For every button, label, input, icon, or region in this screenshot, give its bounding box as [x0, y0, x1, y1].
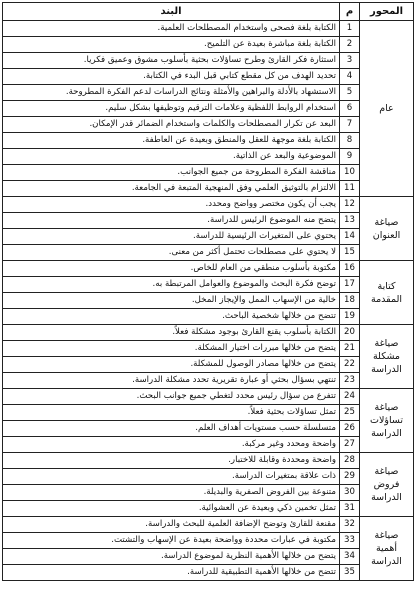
- axis-label: صياغة العنوان: [360, 197, 414, 261]
- item-number: 11: [340, 181, 360, 197]
- item-number: 23: [340, 373, 360, 389]
- axis-label: صياغة مشكلة الدراسة: [360, 325, 414, 389]
- item-number: 32: [340, 517, 360, 533]
- item-text: لا يحتوي على مصطلحات تحتمل أكثر من معنى.: [3, 245, 340, 261]
- item-text: متسلسلة حسب مستويات أهداف العلم.: [3, 421, 340, 437]
- table-row: [3, 149, 414, 165]
- item-number: 29: [340, 469, 360, 485]
- item-text: متنوعة بين الفروض الصفرية والبديلة.: [3, 485, 340, 501]
- axis-label: كتابة المقدمة: [360, 261, 414, 325]
- table-row: [3, 549, 414, 565]
- item-text: مقنعة للقارئ وتوضح الإضافة العلمية للبحث والدراسة.: [3, 517, 340, 533]
- item-text: مكتوبة في عبارات محددة وواضحة بعيدة عن الإسهاب والتشتت.: [3, 533, 340, 549]
- item-number: 3: [340, 53, 360, 69]
- item-number: 34: [340, 549, 360, 565]
- table-row: [3, 117, 414, 133]
- item-number: 9: [340, 149, 360, 165]
- table-row: [3, 485, 414, 501]
- table-row: [3, 165, 414, 181]
- table-row: [3, 213, 414, 229]
- axis-label: صياغة تساؤلات الدراسة: [360, 389, 414, 453]
- table-row: [3, 565, 414, 581]
- item-text: الكتابة بلغة مباشرة بعيدة عن التلميح.: [3, 37, 340, 53]
- table-row: [3, 101, 414, 117]
- item-text: يتضح من خلالها الأهمية النظرية لموضوع الدراسة.: [3, 549, 340, 565]
- item-number: 16: [340, 261, 360, 277]
- table-row: [3, 69, 414, 85]
- item-text: يتضح من خلالها مصادر الوصول للمشكلة.: [3, 357, 340, 373]
- item-text: تتضح من خلالها شخصية الباحث.: [3, 309, 340, 325]
- table-row: [3, 229, 414, 245]
- table-row: [3, 405, 414, 421]
- table-body: [3, 21, 414, 581]
- item-text: الالتزام بالتوثيق العلمي وفق المنهجية المتبعة في الجامعة.: [3, 181, 340, 197]
- item-text: البعد عن تكرار المصطلحات والكلمات واستخدام الضمائر قدر الإمكان.: [3, 117, 340, 133]
- item-number: 27: [340, 437, 360, 453]
- item-text: تنتهي بسؤال بحثي أو عبارة تقريرية تحدد مشكلة الدراسة.: [3, 373, 340, 389]
- item-text: تمثل تساؤلات بحثية فعلاً.: [3, 405, 340, 421]
- table-row: [3, 245, 414, 261]
- item-text: يحتوي على المتغيرات الرئيسية للدراسة.: [3, 229, 340, 245]
- item-number: 25: [340, 405, 360, 421]
- table-row: [3, 517, 414, 533]
- item-text: مكتوبة بأسلوب منطقي من العام للخاص.: [3, 261, 340, 277]
- item-number: 31: [340, 501, 360, 517]
- item-number: 33: [340, 533, 360, 549]
- table-row: [3, 21, 414, 37]
- header-row: [3, 3, 414, 21]
- item-number: 2: [340, 37, 360, 53]
- item-number: 13: [340, 213, 360, 229]
- table-row: [3, 53, 414, 69]
- item-text: خالية من الإسهاب الممل والإيجاز المخل.: [3, 293, 340, 309]
- table-row: [3, 533, 414, 549]
- item-number: 21: [340, 341, 360, 357]
- item-text: استثارة فكر القارئ وطرح تساؤلات بحثية بأسلوب مشوق وعميق فكريا.: [3, 53, 340, 69]
- item-number: 5: [340, 85, 360, 101]
- table-row: [3, 389, 414, 405]
- item-text: تتفرع من سؤال رئيس محدد لتغطي جميع جوانب البحث.: [3, 389, 340, 405]
- item-number: 8: [340, 133, 360, 149]
- item-number: 15: [340, 245, 360, 261]
- table-row: [3, 373, 414, 389]
- item-text: استخدام الروابط اللفظية وعلامات الترقيم وتوظيفها بشكل سليم.: [3, 101, 340, 117]
- table-row: [3, 421, 414, 437]
- header-number: م: [340, 3, 360, 21]
- table-row: [3, 181, 414, 197]
- item-number: 35: [340, 565, 360, 581]
- header-axis: المحور: [360, 3, 414, 21]
- table-row: [3, 325, 414, 341]
- table-row: [3, 293, 414, 309]
- criteria-table: [2, 2, 414, 581]
- table-row: [3, 197, 414, 213]
- item-number: 22: [340, 357, 360, 373]
- table-row: [3, 261, 414, 277]
- item-text: واضحة ومحدد وغير مركبة.: [3, 437, 340, 453]
- table-row: [3, 341, 414, 357]
- table-row: [3, 501, 414, 517]
- axis-label: صياغة أهمية الدراسة: [360, 517, 414, 581]
- item-text: الاستشهاد بالأدلة والبراهين والأمثلة ونتائج الدراسات لدعم الفكرة المطروحة.: [3, 85, 340, 101]
- table-row: [3, 277, 414, 293]
- table-row: [3, 85, 414, 101]
- item-text: توضح فكرة البحث والموضوع والعوامل المرتبطة به.: [3, 277, 340, 293]
- item-number: 26: [340, 421, 360, 437]
- item-number: 28: [340, 453, 360, 469]
- table-row: [3, 357, 414, 373]
- item-text: يجب أن يكون مختصر وواضح ومحدد.: [3, 197, 340, 213]
- item-text: ذات علاقة بمتغيرات الدراسة.: [3, 469, 340, 485]
- item-text: مناقشة الفكرة المطروحة من جميع الجوانب.: [3, 165, 340, 181]
- table-row: [3, 469, 414, 485]
- table-row: [3, 437, 414, 453]
- item-number: 12: [340, 197, 360, 213]
- table-row: [3, 309, 414, 325]
- table-row: [3, 37, 414, 53]
- item-number: 17: [340, 277, 360, 293]
- item-text: الكتابة بأسلوب يقنع القارئ بوجود مشكلة فعلاً.: [3, 325, 340, 341]
- item-number: 7: [340, 117, 360, 133]
- item-text: يتضح منه الموضوع الرئيس للدراسة.: [3, 213, 340, 229]
- table-row: [3, 133, 414, 149]
- item-text: تمثل تخمين ذكي وبعيدة عن العشوائية.: [3, 501, 340, 517]
- item-number: 10: [340, 165, 360, 181]
- item-number: 19: [340, 309, 360, 325]
- item-text: يتضح من خلالها مبررات اختيار المشكلة.: [3, 341, 340, 357]
- table-row: [3, 453, 414, 469]
- item-text: الكتابة بلغة فصحى واستخدام المصطلحات العلمية.: [3, 21, 340, 37]
- item-number: 14: [340, 229, 360, 245]
- item-text: الكتابة بلغة موجهة للعقل والمنطق وبعيدة عن العاطفة.: [3, 133, 340, 149]
- item-text: الموضوعية والبعد عن الذاتية.: [3, 149, 340, 165]
- item-number: 24: [340, 389, 360, 405]
- header-item: البند: [3, 3, 340, 21]
- item-text: تحديد الهدف من كل مقطع كتابي قبل البدء في الكتابة.: [3, 69, 340, 85]
- item-number: 6: [340, 101, 360, 117]
- item-number: 1: [340, 21, 360, 37]
- item-number: 30: [340, 485, 360, 501]
- item-text: تتضح من خلالها الأهمية التطبيقية للدراسة.: [3, 565, 340, 581]
- item-number: 4: [340, 69, 360, 85]
- axis-label: عام: [360, 21, 414, 197]
- axis-label: صياغة فروض الدراسة: [360, 453, 414, 517]
- item-number: 20: [340, 325, 360, 341]
- item-text: واضحة ومحددة وقابلة للاختبار.: [3, 453, 340, 469]
- item-number: 18: [340, 293, 360, 309]
